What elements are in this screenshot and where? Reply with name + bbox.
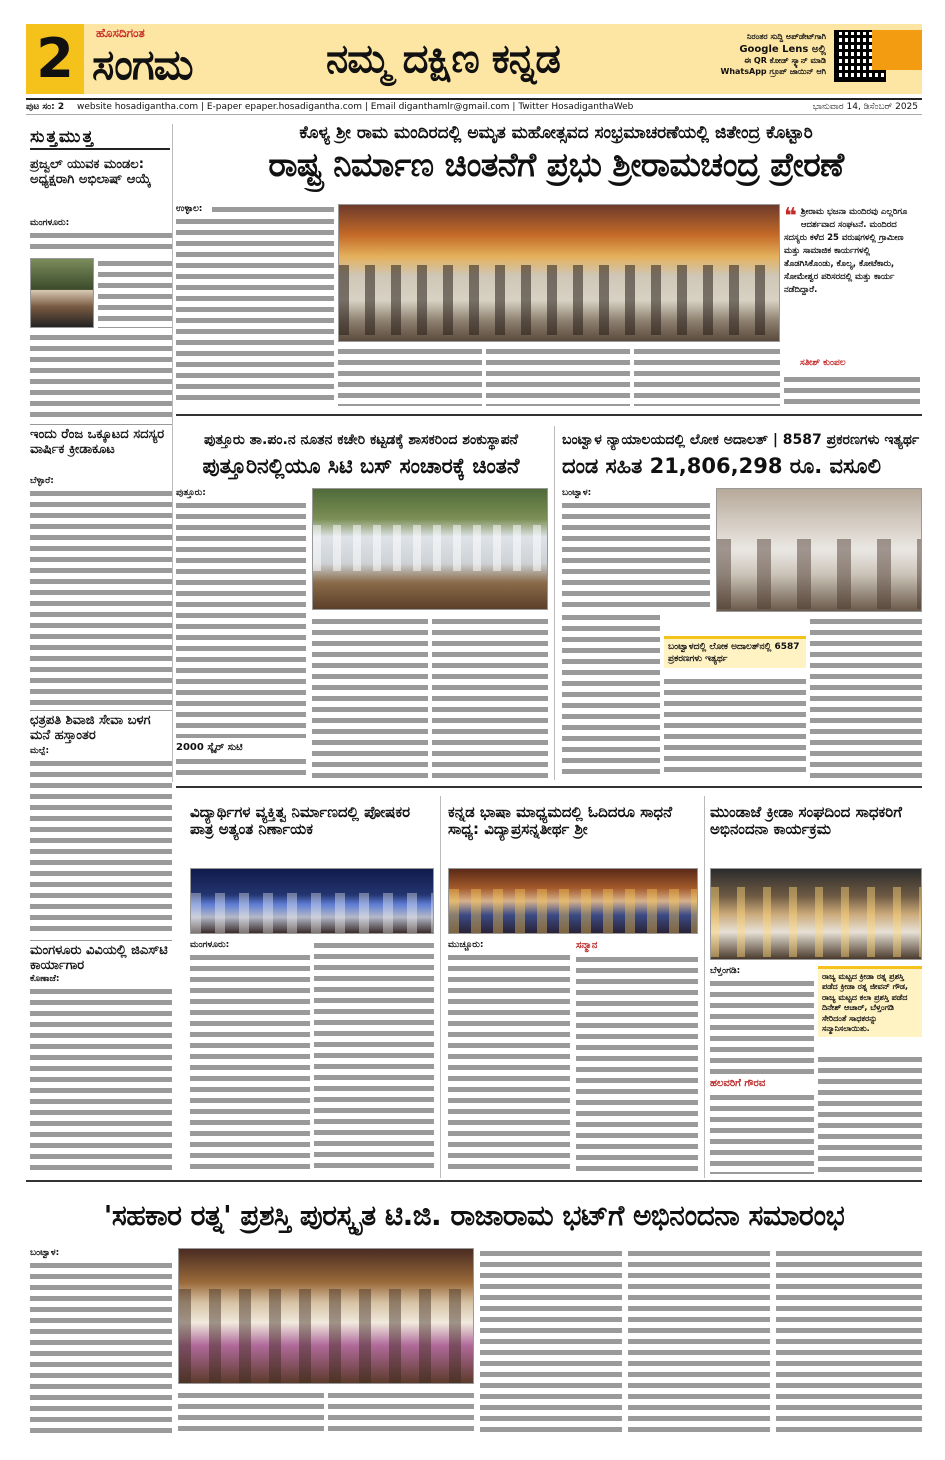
lead-dateline: ಉಳ್ಳಾಲ: bbox=[176, 204, 203, 214]
bantwal-dateline: ಬಂಟ್ವಾಳ: bbox=[562, 488, 592, 498]
photo-figures bbox=[313, 525, 547, 571]
left-story1-body bbox=[30, 332, 172, 420]
row3-story1-dateline: ಮಂಗಳೂರು: bbox=[190, 940, 230, 950]
lead-body bbox=[212, 204, 334, 216]
puttur-body bbox=[312, 616, 428, 778]
left-story1-dateline: ಮಂಗಳೂರು: bbox=[30, 218, 70, 228]
lead-body bbox=[634, 346, 780, 406]
left-story4-body bbox=[30, 986, 172, 1176]
puttur-body bbox=[176, 756, 306, 778]
puttur-photo bbox=[312, 488, 548, 610]
photo-figures bbox=[449, 889, 697, 933]
column-brand bbox=[30, 124, 170, 150]
puttur-body bbox=[176, 500, 306, 738]
bottom-photo bbox=[178, 1248, 474, 1384]
puttur-subhead: 2000 ಸ್ಕೈರ್ ಸುಟಿ bbox=[176, 742, 243, 753]
publisher-logo-text: ಹೊಸದಿಗಂತ bbox=[96, 26, 145, 40]
divider bbox=[30, 940, 172, 941]
left-story1-body bbox=[30, 230, 172, 254]
bantwal-headline[interactable]: ದಂಡ ಸಹಿತ 21,806,298 ರೂ. ವಸೂಲಿ bbox=[562, 454, 881, 478]
bantwal-caption: ಬಂಟ್ವಾಳದಲ್ಲಿ ಲೋಕ ಅದಾಲತ್‌ನಲ್ಲಿ 6587 ಪ್ರಕರಣಗಳು ಇತ್ಯರ್ಥ bbox=[664, 636, 806, 668]
puttur-headline[interactable]: ಪುತ್ತೂರಿನಲ್ಲಿಯೂ ಸಿಟಿ ಬಸ್ ಸಂಚಾರಕ್ಕೆ ಚಿಂತನೆ bbox=[202, 454, 520, 478]
bottom-body bbox=[628, 1248, 770, 1436]
lead-sidebar-author: ಸತೀಶ್ ಕುಂಪಲ bbox=[800, 358, 846, 368]
row3-story1-body bbox=[190, 952, 310, 1174]
section-divider bbox=[26, 1180, 922, 1182]
left-story3-headline[interactable]: ಛತ್ರಪತಿ ಶಿವಾಜಿ ಸೇವಾ ಬಳಗ ಮನೆ ಹಸ್ತಾಂತರ bbox=[30, 713, 151, 743]
page-label: ಪುಟ ಸಂ: 2 bbox=[26, 102, 65, 112]
bantwal-body bbox=[562, 500, 710, 608]
section-divider bbox=[176, 414, 922, 416]
divider bbox=[30, 424, 172, 425]
row3-story3-tag: ಹಲವರಿಗೆ ಗೌರವ bbox=[710, 1078, 766, 1089]
row3-story2-dateline: ಮುಚ್ಚೂರು: bbox=[448, 940, 484, 950]
puttur-body bbox=[432, 616, 548, 778]
left-story3-dateline: ಮಲ್ಪೆ: bbox=[30, 746, 50, 756]
quote-mark-icon: ❝ bbox=[784, 204, 797, 229]
bottom-body bbox=[776, 1248, 922, 1436]
row3-story2-body bbox=[448, 952, 570, 1174]
lead-photo-group bbox=[338, 204, 780, 342]
lead-headline[interactable]: ರಾಷ್ಟ್ರ ನಿರ್ಮಾಣ ಚಿಂತನೆಗೆ ಪ್ರಭು ಶ್ರೀರಾಮಚಂದ್ರ ಪ್ರೇರಣೆ bbox=[268, 145, 844, 184]
promo-line: Google Lens ಅಲ್ಲಿ bbox=[739, 43, 826, 55]
website-link[interactable]: website hosadigantha.com bbox=[76, 102, 199, 112]
row3-story3-body bbox=[710, 978, 814, 1074]
lead-sidebar-text: ಶ್ರೀರಾಮ ಭಜನಾ ಮಂದಿರವು ಎಲ್ಲರಿಗೂ ಆದರ್ಶವಾದ ಸಂಘಟನೆ. ಮಂದಿರದ ಸದಸ್ಯರು ಕಳೆದ 25 ವರುಷಗಳಲ್ಲಿ ಗ್ರಾಮೀಣ ಮತ್ತು ಸಾಮಾಜಿಕ ಕಾರ್ಯಗಳಲ್ಲಿ ತೊಡಗಿಸಿಕೊಂಡು, ಕೊಲ್ಯ, ಕೋಟೆಕಾರು, ಸೋಮೇಶ್ವರ ಪರಿಸರದಲ್ಲಿ ಮತ್ತು ಕಾರ್ಯ ನಡೆದಿದ್ದಾರೆ. bbox=[784, 207, 908, 295]
photo-figures bbox=[339, 265, 779, 335]
section-divider bbox=[176, 786, 922, 788]
page-number: 2 bbox=[26, 24, 84, 94]
lead-body bbox=[176, 216, 334, 406]
row3-story3-caption: ರಾಜ್ಯ ಮಟ್ಟದ ಕ್ರೀಡಾ ರತ್ನ ಪ್ರಶಸ್ತಿ ಪಡೆದ ಕ್ರೀಡಾ ರತ್ನ ಜೀವನ್ ಗೌಡ, ರಾಜ್ಯ ಮಟ್ಟದ ಕಲಾ ಪ್ರಶಸ್ತಿ ಪಡೆದ ದಿನೇಶ್ ಆಚಾರ್, ಬೆಳ್ತಂಗಡಿ ಸೇರಿದಂತೆ ಸಾಧಕರನ್ನು ಸನ್ಮಾನಿಸಲಾಯಿತು. bbox=[818, 966, 922, 1037]
bottom-body bbox=[328, 1390, 474, 1436]
promo-line: ಈ QR ಕೋಡ್ ಸ್ಕ್ಯಾನ್ ಮಾಡಿ bbox=[744, 56, 826, 66]
row3-story2-headline[interactable]: ಕನ್ನಡ ಭಾಷಾ ಮಾಧ್ಯಮದಲ್ಲಿ ಓದಿದರೂ ಸಾಧನೆ ಸಾಧ್ಯ: ವಿದ್ಯಾಪ್ರಸನ್ನತೀರ್ಥ ಶ್ರೀ bbox=[448, 803, 673, 839]
left-story2-headline[interactable]: ಇಂದು ರೆಂಜ ಒಕ್ಕೂಟದ ಸದಸ್ಯರ ವಾರ್ಷಿಕ ಕ್ರೀಡಾಕೂಟ bbox=[30, 427, 165, 457]
bantwal-kicker[interactable]: ಬಂಟ್ವಾಳ ನ್ಯಾಯಾಲಯದಲ್ಲಿ ಲೋಕ ಅದಾಲತ್ | 8587 ಪ್ರಕರಣಗಳು ಇತ್ಯರ್ಥ bbox=[562, 432, 920, 448]
bottom-body bbox=[480, 1248, 622, 1436]
left-story1-headline[interactable]: ಪ್ರಜ್ವಲ್ ಯುವಕ ಮಂಡಲ: ಅಧ್ಯಕ್ಷರಾಗಿ ಅಭಿಲಾಷ್ ಆಯ್ಕೆ bbox=[30, 157, 152, 187]
bottom-headline[interactable]: 'ಸಹಕಾರ ರತ್ನ' ಪ್ರಶಸ್ತಿ ಪುರಸ್ಕೃತ ಟಿ.ಜಿ. ರಾಜಾರಾಮ ಭಟ್‌ಗೆ ಅಭಿನಂದನಾ ಸಮಾರಂಭ bbox=[103, 1199, 845, 1232]
row3-story3-photo bbox=[710, 868, 922, 960]
promo-line: ನಿರಂತರ ಸುದ್ದಿ ಅಪ್‌ಡೇಟ್‌ಗಾಗಿ bbox=[746, 32, 826, 41]
column-divider bbox=[704, 796, 705, 1178]
left-story3-body bbox=[30, 758, 172, 936]
row3-story2-photo bbox=[448, 868, 698, 934]
bottom-body bbox=[30, 1260, 172, 1436]
bantwal-body bbox=[562, 612, 660, 778]
photo-figures bbox=[711, 887, 921, 957]
row3-story1-body bbox=[314, 940, 434, 1174]
lead-body bbox=[784, 374, 920, 406]
row3-story2-body bbox=[576, 954, 698, 1174]
column-divider bbox=[440, 796, 441, 1178]
photo-figures bbox=[717, 539, 921, 609]
row3-story3-dateline: ಬೆಳ್ತಂಗಡಿ: bbox=[710, 966, 741, 976]
decorative-tab bbox=[872, 30, 922, 70]
epaper-link[interactable]: E-paper epaper.hosadigantha.com bbox=[206, 102, 362, 112]
bantwal-body bbox=[664, 676, 806, 778]
left-story1-body bbox=[98, 258, 172, 328]
portrait-photo bbox=[30, 258, 94, 328]
left-story2-dateline: ಬೆಳ್ಳಾರೆ: bbox=[30, 476, 54, 486]
column-divider bbox=[172, 124, 173, 782]
lead-kicker[interactable]: ಕೊಳ್ಯ ಶ್ರೀ ರಾಮ ಮಂದಿರದಲ್ಲಿ ಅಮೃತ ಮಹೋತ್ಸವದ ಸಂಭ್ರಮಾಚರಣೆಯಲ್ಲಿ ಜಿತೇಂದ್ರ ಕೊಟ್ಟಾರಿ bbox=[299, 123, 813, 143]
page-title: ನಮ್ಮ ದಕ್ಷಿಣ ಕನ್ನಡ bbox=[326, 36, 560, 82]
puttur-dateline: ಪುತ್ತೂರು: bbox=[176, 488, 206, 498]
left-story4-headline[interactable]: ಮಂಗಳೂರು ವಿವಿಯಲ್ಲಿ ಜಿಎಸ್‌ಟಿ ಕಾರ್ಯಾಗಾರ bbox=[30, 943, 168, 973]
row3-story3-body bbox=[818, 1054, 922, 1174]
qr-promo bbox=[716, 32, 826, 78]
email-link[interactable]: Email diganthamlr@gmail.com bbox=[370, 102, 510, 112]
lead-body bbox=[486, 346, 630, 406]
column-divider bbox=[554, 426, 555, 780]
row3-story3-body bbox=[710, 1092, 814, 1174]
twitter-link[interactable]: Twitter HosadiganthaWeb bbox=[518, 102, 634, 112]
left-story4-dateline: ಕೊಣಾಜೆ: bbox=[30, 974, 60, 984]
row3-story3-headline[interactable]: ಮುಂಡಾಜೆ ಕ್ರೀಡಾ ಸಂಘದಿಂದ ಸಾಧಕರಿಗೆ ಅಭಿನಂದನಾ ಕಾರ್ಯಕ್ರಮ bbox=[710, 803, 902, 839]
row3-story2-tag: ಸನ್ಮಾನ bbox=[576, 940, 598, 951]
lead-sidebar bbox=[784, 206, 920, 374]
promo-line: WhatsApp ಗ್ರೂಪ್ ಜಾಯಿನ್ ಆಗಿ bbox=[720, 67, 826, 77]
section-title: ಸಂಗಮ bbox=[92, 40, 193, 89]
bantwal-photo bbox=[716, 488, 922, 612]
column-brand-text: ಸುತ್ತಮುತ್ತ bbox=[30, 127, 95, 147]
info-bar: ಪುಟ ಸಂ: 2 website hosadigantha.com | E-paper epaper.hosadigantha.com | Email diganthamlr@gmail.com | Twitter HosadiganthaWeb ಭಾನುವಾರ 14, ಡಿಸೆಂಬರ್ 2025 bbox=[26, 98, 922, 115]
row3-story1-photo bbox=[190, 868, 434, 934]
row3-story1-headline[interactable]: ವಿದ್ಯಾರ್ಥಿಗಳ ವ್ಯಕ್ತಿತ್ವ ನಿರ್ಮಾಣದಲ್ಲಿ ಪೋಷಕರ ಪಾತ್ರ ಅತ್ಯಂತ ನಿರ್ಣಾಯಕ bbox=[190, 803, 411, 839]
masthead bbox=[26, 24, 922, 94]
puttur-kicker[interactable]: ಪುತ್ತೂರು ತಾ.ಪಂ.ನ ನೂತನ ಕಚೇರಿ ಕಟ್ಟಡಕ್ಕೆ ಶಾಸಕರಿಂದ ಶಂಕುಸ್ಥಾಪನೆ bbox=[203, 432, 519, 448]
divider bbox=[30, 710, 172, 711]
bottom-body bbox=[178, 1390, 324, 1436]
left-story2-body bbox=[30, 488, 172, 706]
lead-body bbox=[338, 346, 482, 406]
bantwal-body bbox=[810, 616, 922, 778]
bottom-dateline: ಬಂಟ್ವಾಳ: bbox=[30, 1248, 60, 1258]
photo-figures bbox=[179, 1289, 473, 1383]
issue-date: ಭಾನುವಾರ 14, ಡಿಸೆಂಬರ್ 2025 bbox=[812, 102, 918, 112]
photo-figures bbox=[191, 893, 433, 933]
